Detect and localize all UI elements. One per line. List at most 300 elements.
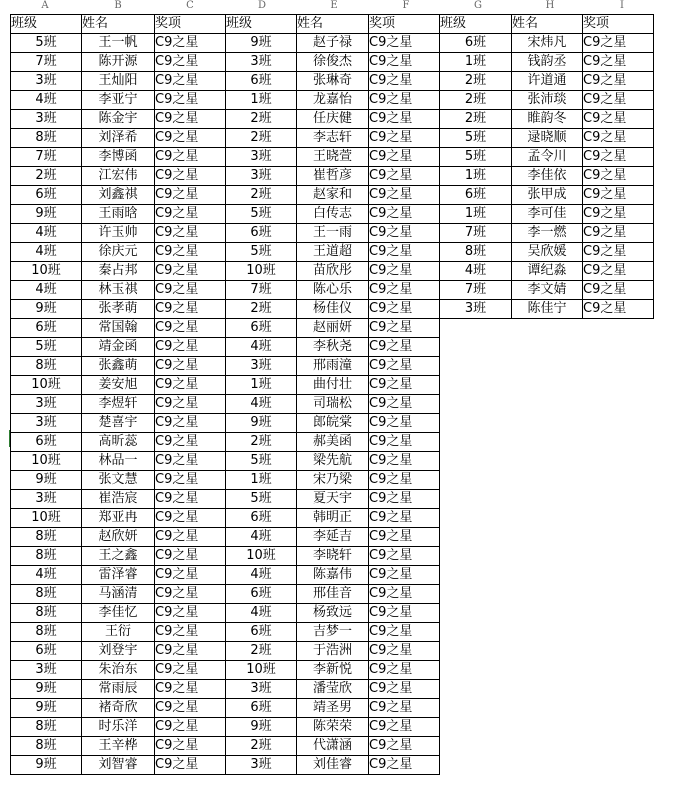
class-cell[interactable]: 5班 (226, 243, 297, 262)
award-cell[interactable]: C9之星 (369, 34, 440, 53)
empty-cell[interactable] (440, 452, 512, 471)
name-cell[interactable]: 苗欣彤 (297, 262, 369, 281)
award-cell[interactable]: C9之星 (155, 756, 226, 775)
empty-cell[interactable] (583, 642, 654, 661)
header-cell[interactable]: 奖项 (369, 15, 440, 34)
empty-cell[interactable] (440, 718, 512, 737)
class-cell[interactable]: 8班 (11, 547, 82, 566)
header-cell[interactable]: 姓名 (82, 15, 155, 34)
award-cell[interactable]: C9之星 (369, 718, 440, 737)
class-cell[interactable]: 2班 (226, 186, 297, 205)
award-cell[interactable]: C9之星 (583, 148, 654, 167)
empty-cell[interactable] (440, 471, 512, 490)
name-cell[interactable]: 吴欣媛 (512, 243, 583, 262)
award-cell[interactable]: C9之星 (369, 395, 440, 414)
class-cell[interactable]: 4班 (11, 224, 82, 243)
award-cell[interactable]: C9之星 (155, 661, 226, 680)
class-cell[interactable]: 8班 (11, 528, 82, 547)
name-cell[interactable]: 李一燃 (512, 224, 583, 243)
award-cell[interactable]: C9之星 (155, 452, 226, 471)
award-cell[interactable]: C9之星 (369, 566, 440, 585)
award-cell[interactable]: C9之星 (369, 661, 440, 680)
empty-cell[interactable] (512, 395, 583, 414)
empty-cell[interactable] (583, 433, 654, 452)
award-cell[interactable]: C9之星 (369, 167, 440, 186)
name-cell[interactable]: 谭纪淼 (512, 262, 583, 281)
class-cell[interactable]: 2班 (226, 433, 297, 452)
award-cell[interactable]: C9之星 (369, 642, 440, 661)
award-cell[interactable]: C9之星 (155, 433, 226, 452)
award-cell[interactable]: C9之星 (155, 205, 226, 224)
empty-cell[interactable] (512, 376, 583, 395)
award-cell[interactable]: C9之星 (369, 243, 440, 262)
class-cell[interactable]: 9班 (226, 414, 297, 433)
class-cell[interactable]: 8班 (11, 737, 82, 756)
empty-cell[interactable] (512, 319, 583, 338)
award-cell[interactable]: C9之星 (369, 338, 440, 357)
empty-cell[interactable] (512, 547, 583, 566)
name-cell[interactable]: 李可佳 (512, 205, 583, 224)
award-cell[interactable]: C9之星 (369, 604, 440, 623)
class-cell[interactable]: 7班 (11, 53, 82, 72)
empty-cell[interactable] (440, 319, 512, 338)
name-cell[interactable]: 崔哲彦 (297, 167, 369, 186)
class-cell[interactable]: 6班 (226, 509, 297, 528)
name-cell[interactable]: 宋乃梁 (297, 471, 369, 490)
name-cell[interactable]: 王一雨 (297, 224, 369, 243)
award-cell[interactable]: C9之星 (155, 91, 226, 110)
name-cell[interactable]: 李新悦 (297, 661, 369, 680)
name-cell[interactable]: 张沛琰 (512, 91, 583, 110)
class-cell[interactable]: 10班 (11, 376, 82, 395)
class-cell[interactable]: 6班 (226, 224, 297, 243)
name-cell[interactable]: 雷泽睿 (82, 566, 155, 585)
award-cell[interactable]: C9之星 (583, 72, 654, 91)
class-cell[interactable]: 6班 (11, 642, 82, 661)
name-cell[interactable]: 杨致远 (297, 604, 369, 623)
class-cell[interactable]: 10班 (226, 661, 297, 680)
empty-cell[interactable] (512, 528, 583, 547)
name-cell[interactable]: 崔浩宸 (82, 490, 155, 509)
award-cell[interactable]: C9之星 (369, 414, 440, 433)
award-cell[interactable]: C9之星 (369, 509, 440, 528)
award-cell[interactable]: C9之星 (155, 414, 226, 433)
name-cell[interactable]: 睢韵冬 (512, 110, 583, 129)
award-cell[interactable]: C9之星 (155, 471, 226, 490)
award-cell[interactable]: C9之星 (155, 148, 226, 167)
class-cell[interactable]: 6班 (226, 585, 297, 604)
empty-cell[interactable] (583, 528, 654, 547)
class-cell[interactable]: 2班 (226, 737, 297, 756)
award-cell[interactable]: C9之星 (155, 186, 226, 205)
name-cell[interactable]: 姜安旭 (82, 376, 155, 395)
award-cell[interactable]: C9之星 (155, 319, 226, 338)
class-cell[interactable]: 4班 (226, 566, 297, 585)
empty-cell[interactable] (440, 661, 512, 680)
name-cell[interactable]: 张文慧 (82, 471, 155, 490)
empty-cell[interactable] (583, 737, 654, 756)
class-cell[interactable]: 6班 (440, 186, 512, 205)
class-cell[interactable]: 10班 (11, 452, 82, 471)
award-cell[interactable]: C9之星 (369, 376, 440, 395)
class-cell[interactable]: 1班 (440, 167, 512, 186)
class-cell[interactable]: 2班 (440, 110, 512, 129)
empty-cell[interactable] (512, 737, 583, 756)
name-cell[interactable]: 陈心乐 (297, 281, 369, 300)
class-cell[interactable]: 3班 (11, 490, 82, 509)
class-cell[interactable]: 2班 (11, 167, 82, 186)
name-cell[interactable]: 杨佳仪 (297, 300, 369, 319)
name-cell[interactable]: 郝美函 (297, 433, 369, 452)
award-cell[interactable]: C9之星 (155, 53, 226, 72)
award-cell[interactable]: C9之星 (155, 34, 226, 53)
class-cell[interactable]: 5班 (440, 129, 512, 148)
name-cell[interactable]: 马涵清 (82, 585, 155, 604)
class-cell[interactable]: 5班 (11, 338, 82, 357)
award-cell[interactable]: C9之星 (369, 680, 440, 699)
empty-cell[interactable] (583, 585, 654, 604)
name-cell[interactable]: 时乐洋 (82, 718, 155, 737)
name-cell[interactable]: 白传志 (297, 205, 369, 224)
empty-cell[interactable] (512, 661, 583, 680)
name-cell[interactable]: 钱韵丞 (512, 53, 583, 72)
class-cell[interactable]: 4班 (11, 566, 82, 585)
class-cell[interactable]: 5班 (226, 452, 297, 471)
empty-cell[interactable] (440, 395, 512, 414)
award-cell[interactable]: C9之星 (583, 34, 654, 53)
name-cell[interactable]: 夏天宇 (297, 490, 369, 509)
class-cell[interactable]: 2班 (440, 72, 512, 91)
class-cell[interactable]: 4班 (226, 604, 297, 623)
class-cell[interactable]: 3班 (11, 110, 82, 129)
empty-cell[interactable] (512, 642, 583, 661)
award-cell[interactable]: C9之星 (369, 623, 440, 642)
award-cell[interactable]: C9之星 (155, 395, 226, 414)
column-letter-h[interactable]: H (545, 0, 555, 11)
class-cell[interactable]: 5班 (226, 490, 297, 509)
class-cell[interactable]: 1班 (440, 205, 512, 224)
class-cell[interactable]: 9班 (11, 300, 82, 319)
class-cell[interactable]: 9班 (11, 680, 82, 699)
header-cell[interactable]: 奖项 (155, 15, 226, 34)
name-cell[interactable]: 韩明正 (297, 509, 369, 528)
empty-cell[interactable] (512, 680, 583, 699)
class-cell[interactable]: 8班 (11, 129, 82, 148)
class-cell[interactable]: 7班 (11, 148, 82, 167)
award-cell[interactable]: C9之星 (155, 737, 226, 756)
name-cell[interactable]: 王之鑫 (82, 547, 155, 566)
class-cell[interactable]: 3班 (226, 53, 297, 72)
award-cell[interactable]: C9之星 (369, 224, 440, 243)
class-cell[interactable]: 8班 (440, 243, 512, 262)
award-cell[interactable]: C9之星 (369, 281, 440, 300)
empty-cell[interactable] (583, 699, 654, 718)
empty-cell[interactable] (512, 471, 583, 490)
class-cell[interactable]: 1班 (226, 471, 297, 490)
empty-cell[interactable] (440, 680, 512, 699)
name-cell[interactable]: 赵子禄 (297, 34, 369, 53)
empty-cell[interactable] (583, 395, 654, 414)
column-letter-c[interactable]: C (186, 0, 194, 11)
empty-cell[interactable] (440, 376, 512, 395)
name-cell[interactable]: 赵家和 (297, 186, 369, 205)
award-cell[interactable]: C9之星 (369, 452, 440, 471)
name-cell[interactable]: 张甲成 (512, 186, 583, 205)
award-cell[interactable]: C9之星 (369, 547, 440, 566)
award-cell[interactable]: C9之星 (369, 129, 440, 148)
empty-cell[interactable] (512, 338, 583, 357)
name-cell[interactable]: 常雨辰 (82, 680, 155, 699)
award-cell[interactable]: C9之星 (369, 205, 440, 224)
award-cell[interactable]: C9之星 (583, 262, 654, 281)
name-cell[interactable]: 刘智睿 (82, 756, 155, 775)
empty-cell[interactable] (440, 737, 512, 756)
award-cell[interactable]: C9之星 (583, 281, 654, 300)
empty-cell[interactable] (440, 547, 512, 566)
award-cell[interactable]: C9之星 (155, 300, 226, 319)
name-cell[interactable]: 司瑞松 (297, 395, 369, 414)
name-cell[interactable]: 李晓轩 (297, 547, 369, 566)
class-cell[interactable]: 9班 (11, 756, 82, 775)
empty-cell[interactable] (512, 756, 583, 775)
award-cell[interactable]: C9之星 (155, 376, 226, 395)
class-cell[interactable]: 8班 (11, 585, 82, 604)
class-cell[interactable]: 6班 (11, 186, 82, 205)
award-cell[interactable]: C9之星 (155, 72, 226, 91)
award-cell[interactable]: C9之星 (155, 338, 226, 357)
class-cell[interactable]: 5班 (226, 205, 297, 224)
award-cell[interactable]: C9之星 (155, 110, 226, 129)
award-cell[interactable]: C9之星 (155, 566, 226, 585)
name-cell[interactable]: 王衍 (82, 623, 155, 642)
award-cell[interactable]: C9之星 (155, 528, 226, 547)
empty-cell[interactable] (512, 604, 583, 623)
award-cell[interactable]: C9之星 (155, 623, 226, 642)
empty-cell[interactable] (440, 528, 512, 547)
award-cell[interactable]: C9之星 (369, 110, 440, 129)
class-cell[interactable]: 10班 (11, 262, 82, 281)
name-cell[interactable]: 邢雨潼 (297, 357, 369, 376)
name-cell[interactable]: 李佳忆 (82, 604, 155, 623)
class-cell[interactable]: 3班 (11, 72, 82, 91)
award-cell[interactable]: C9之星 (155, 680, 226, 699)
award-cell[interactable]: C9之星 (369, 186, 440, 205)
class-cell[interactable]: 9班 (11, 699, 82, 718)
class-cell[interactable]: 3班 (11, 414, 82, 433)
class-cell[interactable]: 3班 (440, 300, 512, 319)
class-cell[interactable]: 10班 (226, 262, 297, 281)
name-cell[interactable]: 靖圣男 (297, 699, 369, 718)
name-cell[interactable]: 张琳奇 (297, 72, 369, 91)
empty-cell[interactable] (512, 452, 583, 471)
name-cell[interactable]: 邢佳音 (297, 585, 369, 604)
class-cell[interactable]: 5班 (440, 148, 512, 167)
award-cell[interactable]: C9之星 (369, 737, 440, 756)
award-cell[interactable]: C9之星 (155, 509, 226, 528)
name-cell[interactable]: 陈金宇 (82, 110, 155, 129)
empty-cell[interactable] (512, 566, 583, 585)
name-cell[interactable]: 于浩洲 (297, 642, 369, 661)
class-cell[interactable]: 3班 (226, 357, 297, 376)
name-cell[interactable]: 王灿阳 (82, 72, 155, 91)
name-cell[interactable]: 张孝萌 (82, 300, 155, 319)
empty-cell[interactable] (583, 376, 654, 395)
award-cell[interactable]: C9之星 (583, 186, 654, 205)
class-cell[interactable]: 8班 (11, 718, 82, 737)
empty-cell[interactable] (512, 414, 583, 433)
name-cell[interactable]: 王晓萱 (297, 148, 369, 167)
class-cell[interactable]: 2班 (226, 642, 297, 661)
award-cell[interactable]: C9之星 (155, 547, 226, 566)
class-cell[interactable]: 4班 (11, 243, 82, 262)
award-cell[interactable]: C9之星 (155, 718, 226, 737)
empty-cell[interactable] (440, 433, 512, 452)
name-cell[interactable]: 许玉帅 (82, 224, 155, 243)
name-cell[interactable]: 陈嘉伟 (297, 566, 369, 585)
empty-cell[interactable] (512, 357, 583, 376)
class-cell[interactable]: 7班 (440, 281, 512, 300)
class-cell[interactable]: 3班 (226, 167, 297, 186)
class-cell[interactable]: 3班 (226, 148, 297, 167)
class-cell[interactable]: 8班 (11, 623, 82, 642)
empty-cell[interactable] (440, 357, 512, 376)
name-cell[interactable]: 王一帆 (82, 34, 155, 53)
column-letter-f[interactable]: F (402, 0, 410, 11)
empty-cell[interactable] (512, 699, 583, 718)
award-cell[interactable]: C9之星 (155, 167, 226, 186)
empty-cell[interactable] (583, 756, 654, 775)
name-cell[interactable]: 王雨晗 (82, 205, 155, 224)
award-cell[interactable]: C9之星 (155, 585, 226, 604)
award-cell[interactable]: C9之星 (583, 110, 654, 129)
class-cell[interactable]: 3班 (226, 680, 297, 699)
name-cell[interactable]: 赵欣妍 (82, 528, 155, 547)
empty-cell[interactable] (583, 509, 654, 528)
column-letter-i[interactable]: I (620, 0, 624, 11)
class-cell[interactable]: 6班 (226, 623, 297, 642)
class-cell[interactable]: 9班 (226, 34, 297, 53)
name-cell[interactable]: 刘佳睿 (297, 756, 369, 775)
award-cell[interactable]: C9之星 (369, 585, 440, 604)
award-cell[interactable]: C9之星 (583, 205, 654, 224)
empty-cell[interactable] (512, 433, 583, 452)
name-cell[interactable]: 吉梦一 (297, 623, 369, 642)
award-cell[interactable]: C9之星 (155, 224, 226, 243)
award-cell[interactable]: C9之星 (583, 53, 654, 72)
name-cell[interactable]: 郎皖棠 (297, 414, 369, 433)
class-cell[interactable]: 9班 (11, 471, 82, 490)
name-cell[interactable]: 李文婧 (512, 281, 583, 300)
award-cell[interactable]: C9之星 (155, 642, 226, 661)
name-cell[interactable]: 李煜轩 (82, 395, 155, 414)
empty-cell[interactable] (583, 319, 654, 338)
empty-cell[interactable] (440, 338, 512, 357)
class-cell[interactable]: 3班 (11, 661, 82, 680)
empty-cell[interactable] (583, 452, 654, 471)
empty-cell[interactable] (440, 756, 512, 775)
award-cell[interactable]: C9之星 (155, 129, 226, 148)
header-cell[interactable]: 姓名 (512, 15, 583, 34)
award-cell[interactable]: C9之星 (155, 699, 226, 718)
empty-cell[interactable] (440, 699, 512, 718)
award-cell[interactable]: C9之星 (369, 528, 440, 547)
name-cell[interactable]: 徐庆元 (82, 243, 155, 262)
name-cell[interactable]: 刘登宇 (82, 642, 155, 661)
class-cell[interactable]: 1班 (226, 376, 297, 395)
empty-cell[interactable] (583, 604, 654, 623)
class-cell[interactable]: 6班 (226, 319, 297, 338)
name-cell[interactable]: 许道通 (512, 72, 583, 91)
name-cell[interactable]: 孟令川 (512, 148, 583, 167)
name-cell[interactable]: 李佳依 (512, 167, 583, 186)
class-cell[interactable]: 4班 (11, 281, 82, 300)
name-cell[interactable]: 李志轩 (297, 129, 369, 148)
class-cell[interactable]: 6班 (440, 34, 512, 53)
name-cell[interactable]: 曲付壮 (297, 376, 369, 395)
award-cell[interactable]: C9之星 (583, 300, 654, 319)
award-cell[interactable]: C9之星 (369, 433, 440, 452)
class-cell[interactable]: 2班 (226, 110, 297, 129)
class-cell[interactable]: 3班 (226, 756, 297, 775)
column-letter-g[interactable]: G (474, 0, 482, 11)
empty-cell[interactable] (583, 490, 654, 509)
award-cell[interactable]: C9之星 (369, 262, 440, 281)
name-cell[interactable]: 陈荣荣 (297, 718, 369, 737)
empty-cell[interactable] (512, 718, 583, 737)
award-cell[interactable]: C9之星 (369, 53, 440, 72)
class-cell[interactable]: 10班 (11, 509, 82, 528)
class-cell[interactable]: 8班 (11, 604, 82, 623)
name-cell[interactable]: 朱治东 (82, 661, 155, 680)
class-cell[interactable]: 6班 (11, 319, 82, 338)
class-cell[interactable]: 1班 (226, 91, 297, 110)
name-cell[interactable]: 陈开源 (82, 53, 155, 72)
empty-cell[interactable] (512, 490, 583, 509)
award-cell[interactable]: C9之星 (369, 300, 440, 319)
class-cell[interactable]: 1班 (440, 53, 512, 72)
class-cell[interactable]: 6班 (11, 433, 82, 452)
name-cell[interactable]: 楚喜宇 (82, 414, 155, 433)
name-cell[interactable]: 常国翰 (82, 319, 155, 338)
award-cell[interactable]: C9之星 (583, 167, 654, 186)
name-cell[interactable]: 靖金函 (82, 338, 155, 357)
name-cell[interactable]: 赵丽妍 (297, 319, 369, 338)
name-cell[interactable]: 任庆健 (297, 110, 369, 129)
empty-cell[interactable] (440, 509, 512, 528)
class-cell[interactable]: 4班 (11, 91, 82, 110)
empty-cell[interactable] (583, 718, 654, 737)
class-cell[interactable]: 7班 (440, 224, 512, 243)
class-cell[interactable]: 7班 (226, 281, 297, 300)
column-letter-d[interactable]: D (257, 0, 267, 11)
header-cell[interactable]: 奖项 (583, 15, 654, 34)
name-cell[interactable]: 李博函 (82, 148, 155, 167)
class-cell[interactable]: 5班 (11, 34, 82, 53)
award-cell[interactable]: C9之星 (369, 490, 440, 509)
award-cell[interactable]: C9之星 (583, 91, 654, 110)
class-cell[interactable]: 2班 (226, 129, 297, 148)
name-cell[interactable]: 王道超 (297, 243, 369, 262)
name-cell[interactable]: 王辛桦 (82, 737, 155, 756)
empty-cell[interactable] (440, 585, 512, 604)
award-cell[interactable]: C9之星 (155, 281, 226, 300)
class-cell[interactable]: 4班 (226, 338, 297, 357)
name-cell[interactable]: 潘莹欣 (297, 680, 369, 699)
empty-cell[interactable] (440, 490, 512, 509)
class-cell[interactable]: 8班 (11, 357, 82, 376)
empty-cell[interactable] (583, 471, 654, 490)
class-cell[interactable]: 9班 (226, 718, 297, 737)
